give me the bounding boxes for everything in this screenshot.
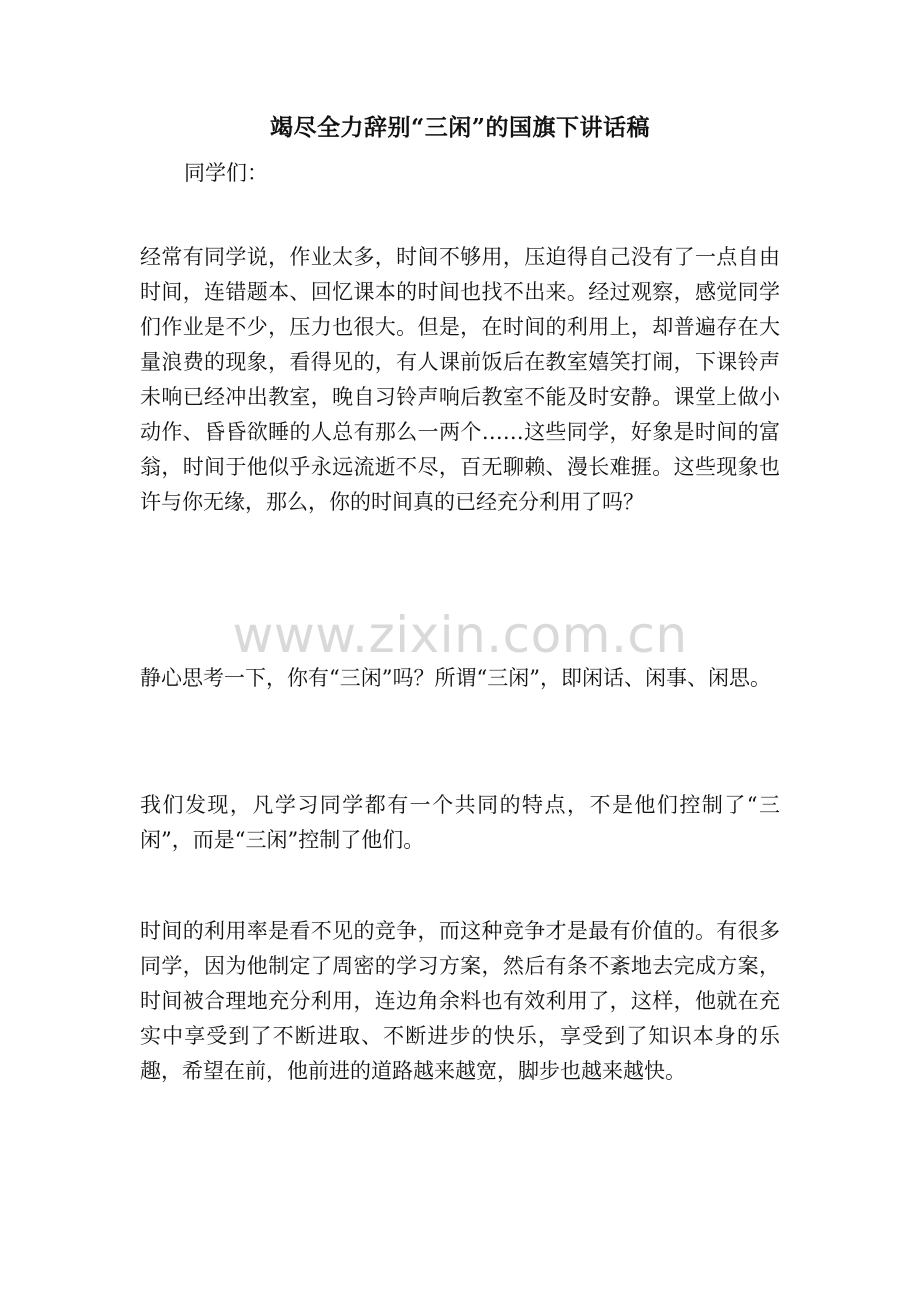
paragraph-1: 经常有同学说，作业太多，时间不够用，压迫得自己没有了一点自由时间，连错题本、回忆课本的时间也找不出来。经过观察，感觉同学们作业是不少，压力也很大。但是，在时间的利用上，却普遍存在大量浪费的现象，看得见的，有人课前饭后在教室嬉笑打闹，下课铃声未响已经冲出教室，晚自习铃声响后教室不能及时安静。课堂上做小动作、昏昏欲睡的人总有那么一两个……这些同学，好象是时间的富翁，时间于他似乎永远流逝不尽，百无聊赖、漫长难捱。这些现象也许与你无缘，那么，你的时间真的已经充分利用了吗？ [140,245,780,514]
watermark: www.zixin.com.cn [232,606,688,664]
paragraph-4: 时间的利用率是看不见的竞争，而这种竞争才是最有价值的。有很多同学，因为他制定了周密的学习方案，然后有条不紊地去完成方案，时间被合理地充分利用，连边角余料也有效利用了，这样，他就在充实中享受到了不断进取、不断进步的快乐，享受到了知识本身的乐趣，希望在前，他前进的道路越来越宽，脚步也越来越快。 [140,919,780,1083]
paragraph-2: 静心思考一下，你有“三闲”吗？所谓“三闲”，即闲话、闲事、闲思。 [140,666,771,690]
document-title: 竭尽全力辞别“三闲”的国旗下讲话稿 [270,114,650,141]
greeting: 同学们： [184,161,268,185]
paragraph-3: 我们发现，凡学习同学都有一个共同的特点，不是他们控制了“三闲”，而是“三闲”控制了他们。 [140,793,780,852]
